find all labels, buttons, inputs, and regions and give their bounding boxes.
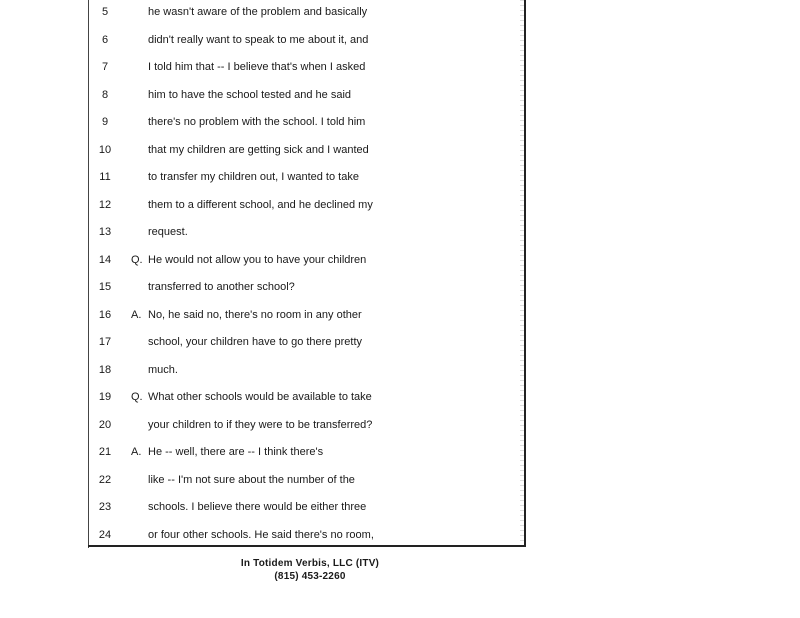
line-number: 21 xyxy=(98,446,112,458)
line-text: I told him that -- I believe that's when I asked xyxy=(148,61,366,73)
line-number: 11 xyxy=(99,171,111,183)
line-number: 7 xyxy=(101,61,109,73)
transcript-line xyxy=(88,250,524,270)
transcript-line xyxy=(88,57,524,77)
line-number: 9 xyxy=(101,116,109,128)
line-number: 13 xyxy=(98,226,112,238)
speaker-label: A. xyxy=(131,446,142,458)
line-number: 18 xyxy=(98,363,112,376)
line-text: schools. I believe there would be either three xyxy=(148,501,367,513)
line-text: No, he said no, there's no room in any other xyxy=(148,308,362,321)
line-number: 15 xyxy=(98,281,112,293)
line-text: him to have the school tested and he said xyxy=(148,88,352,101)
line-number: 12 xyxy=(98,198,112,211)
transcript-line xyxy=(88,167,524,187)
line-number: 23 xyxy=(98,501,112,513)
line-number: 5 xyxy=(101,6,109,18)
line-number: 6 xyxy=(101,33,109,46)
transcript-line xyxy=(88,360,524,380)
line-text: he wasn't aware of the problem and basically xyxy=(148,6,368,18)
line-text: He -- well, there are -- I think there's xyxy=(148,446,324,458)
line-text: much. xyxy=(148,363,178,376)
transcript-line xyxy=(88,387,524,407)
transcript-line xyxy=(88,277,524,297)
line-number: 24 xyxy=(98,528,112,541)
line-text: school, your children have to go there pretty xyxy=(148,336,363,348)
line-text: didn't really want to speak to me about it, and xyxy=(148,33,369,46)
transcript-line xyxy=(88,195,524,215)
line-text: there's no problem with the school. I told him xyxy=(148,116,366,128)
line-number: 20 xyxy=(98,418,112,431)
transcript-page xyxy=(88,0,526,547)
line-number: 22 xyxy=(98,473,112,486)
line-text: He would not allow you to have your children xyxy=(148,253,367,266)
footer-company: In Totidem Verbis, LLC (ITV) xyxy=(240,558,380,569)
line-text: that my children are getting sick and I wanted xyxy=(148,143,369,156)
line-text: your children to if they were to be transferred? xyxy=(148,418,373,431)
transcript-line xyxy=(88,140,524,160)
line-text: or four other schools. He said there's no room, xyxy=(148,528,374,541)
line-number: 17 xyxy=(98,336,112,348)
line-text: them to a different school, and he declined my xyxy=(148,198,373,211)
line-number: 16 xyxy=(98,308,112,321)
footer-phone: (815) 453-2260 xyxy=(274,571,346,582)
line-text: What other schools would be available to take xyxy=(148,391,372,403)
line-number: 14 xyxy=(98,253,112,266)
line-number: 19 xyxy=(98,391,112,403)
line-number: 8 xyxy=(101,88,109,101)
line-text: request. xyxy=(148,226,188,238)
speaker-label: Q. xyxy=(131,391,143,403)
transcript-line xyxy=(88,305,524,325)
speaker-label: Q. xyxy=(131,253,143,266)
transcript-line xyxy=(88,85,524,105)
transcript-line xyxy=(88,442,524,462)
line-number: 10 xyxy=(98,143,112,156)
transcript-line xyxy=(88,497,524,517)
transcript-line xyxy=(88,112,524,132)
transcript-line xyxy=(88,2,524,22)
transcript-line xyxy=(88,332,524,352)
line-text: transferred to another school? xyxy=(148,281,295,293)
transcript-line xyxy=(88,222,524,242)
transcript-line xyxy=(88,470,524,490)
transcript-line xyxy=(88,525,524,545)
line-text: like -- I'm not sure about the number of the xyxy=(148,473,355,486)
transcript-line xyxy=(88,415,524,435)
speaker-label: A. xyxy=(131,308,142,321)
transcript-line xyxy=(88,30,524,50)
line-text: to transfer my children out, I wanted to take xyxy=(148,171,359,183)
